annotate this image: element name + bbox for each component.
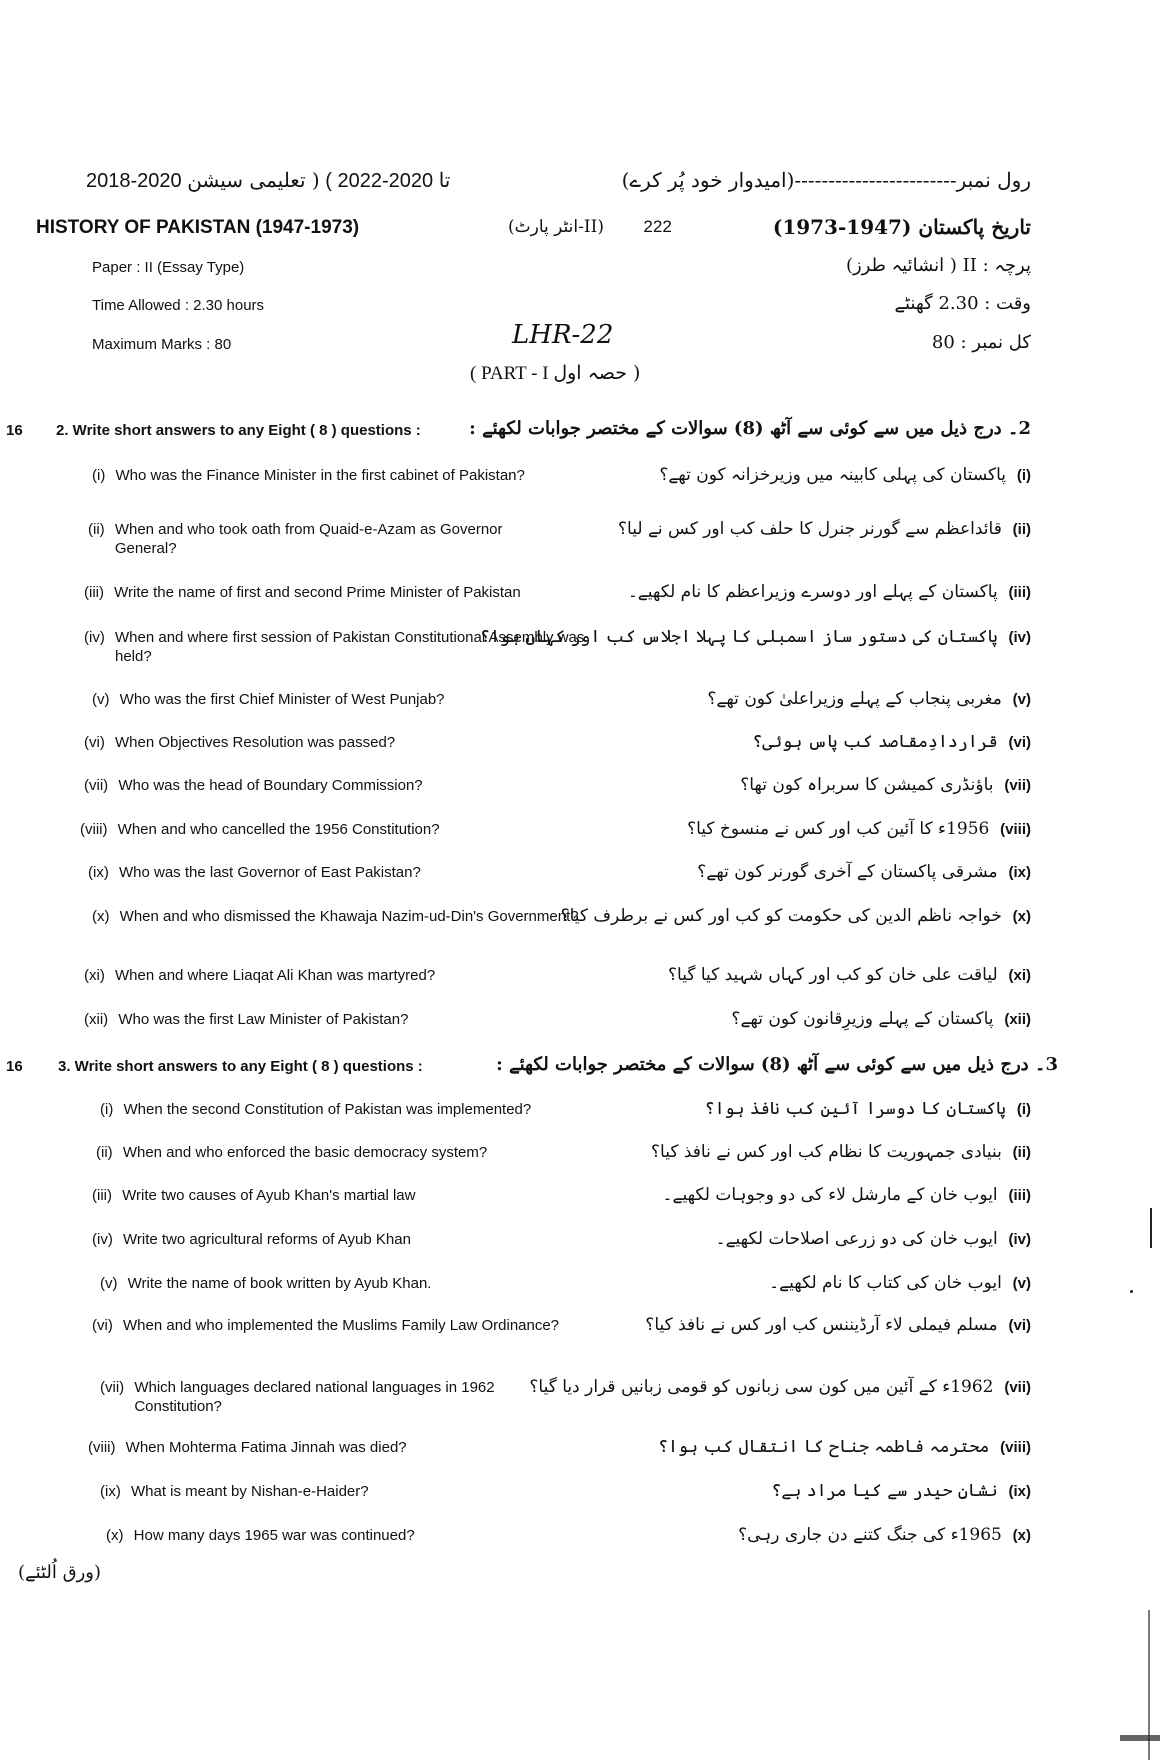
q2-item-x-en: (x) When and who dismissed the Khawaja Nazim-ud-Din's Government? (92, 908, 579, 925)
part-label-ur: حصہ اول ) (553, 362, 641, 384)
part-label (470, 362, 640, 385)
q2-item-iii-ur: (iii) پاکستان کے پہلے اور دوسرے وزیراعظم کا نام لکھیے۔ (627, 582, 1031, 602)
q3-item-x-en: (x) How many days 1965 war was continued? (106, 1527, 415, 1544)
paper-code-block (508, 217, 672, 237)
q3-heading-en: 3. Write short answers to any Eight ( 8 ) questions : (58, 1058, 423, 1075)
candidate-note: (امیدوار خود پُر کرے) (621, 168, 795, 192)
max-marks-en: Maximum Marks : 80 (92, 336, 232, 353)
q3-item-iii-ur: (iii) ایوب خان کے مارشل لاء کی دو وجوہات لکھیے۔ (662, 1185, 1031, 1205)
board-note-handwritten: LHR-22 (512, 320, 614, 350)
inter-part-ur: (انٹر پارٹ-II) (508, 217, 604, 237)
time-allowed-en: Time Allowed : 2.30 hours (92, 297, 265, 314)
scan-artifact-corner (1120, 1735, 1160, 1741)
q2-item-ix-ur: (ix) مشرقی پاکستان کے آخری گورنر کون تھے؟ (697, 862, 1031, 882)
q3-marks: 16 (6, 1058, 23, 1075)
paper-code: 222 (643, 217, 672, 236)
q3-item-i-ur: (i) پاکستان کا دوسرا آئین کب نافذ ہوا؟ (704, 1099, 1031, 1119)
q3-item-v-en: (v) Write the name of book written by Ayub Khan. (100, 1275, 432, 1292)
q2-item-vii-ur: (vii) باؤنڈری کمیشن کا سربراہ کون تھا؟ (740, 775, 1031, 795)
q3-item-iv-ur: (iv) ایوب خان کی دو زرعی اصلاحات لکھیے۔ (715, 1229, 1031, 1249)
q3-item-v-ur: (v) ایوب خان کی کتاب کا نام لکھیے۔ (769, 1273, 1031, 1293)
subject-title-ur: تاریخ پاکستان (1947-1973) (772, 215, 1031, 239)
q2-item-v-en: (v) Who was the first Chief Minister of West Punjab? (92, 691, 445, 708)
subject-title-en: HISTORY OF PAKISTAN (1947-1973) (36, 217, 360, 238)
q3-item-x-ur: (x) 1965ء کی جنگ کتنے دن جاری رہی؟ (738, 1525, 1031, 1545)
q3-item-ix-ur: (ix) نشانِ حیدر سے کیا مراد ہے؟ (771, 1481, 1031, 1501)
q2-item-xii-en: (xii) Who was the first Law Minister of Pakistan? (84, 1011, 409, 1028)
turn-over-note: (ورق اُلٹئے) (18, 1562, 102, 1583)
roll-number-label (622, 168, 1031, 192)
q3-item-viii-en: (viii) When Mohterma Fatima Jinnah was died? (88, 1439, 407, 1456)
q2-item-ii-ur: (ii) قائداعظم سے گورنر جنرل کا حلف کب اور کس نے لیا؟ (618, 519, 1031, 539)
paper-en: Paper : II (Essay Type) (92, 259, 245, 276)
part-label-en: ( PART - I (470, 363, 549, 384)
scan-artifact-mark (1150, 1208, 1152, 1248)
q2-item-vi-ur: (vi) قراردادِمقاصد کب پاس ہوئی؟ (752, 732, 1031, 752)
q3-item-iv-en: (iv) Write two agricultural reforms of Ayub Khan (92, 1231, 411, 1248)
roll-dashes: ------------------------ (794, 168, 957, 192)
q2-heading-ur: 2۔ درج ذیل میں سے کوئی سے آٹھ (8) سوالات کے مختصر جوابات لکھئے : (469, 418, 1031, 439)
paper-ur: پرچہ : II ( انشائیہ طرز) (845, 255, 1031, 276)
q2-item-vii-en: (vii) Who was the head of Boundary Commission? (84, 777, 423, 794)
q3-item-viii-ur: (viii) محترمہ فاطمہ جناح کا انتقال کب ہوا؟ (658, 1437, 1031, 1457)
roll-label: رول نمبر (956, 168, 1031, 192)
q2-item-vi-en: (vi) When Objectives Resolution was passed? (84, 734, 396, 751)
scan-artifact-dot (1130, 1290, 1133, 1293)
q2-heading-en: 2. Write short answers to any Eight ( 8 ) questions : (56, 422, 421, 439)
q2-item-v-ur: (v) مغربی پنجاب کے پہلے وزیراعلیٰ کون تھے؟ (707, 689, 1031, 709)
q2-item-viii-en: (viii) When and who cancelled the 1956 Constitution? (80, 821, 440, 838)
q2-item-xii-ur: (xii) پاکستان کے پہلے وزیرِقانون کون تھے؟ (731, 1009, 1031, 1029)
session-label-ur: ( تعلیمی سیشن (187, 168, 320, 192)
q3-item-vii-en: (vii) Which languages declared national languages in 1962 Constitution? (100, 1379, 495, 1415)
q2-item-xi-ur: (xi) لیاقت علی خان کو کب اور کہاں شہید کیا گیا؟ (668, 965, 1031, 985)
q2-item-i-en: (i) Who was the Finance Minister in the first cabinet of Pakistan? (92, 467, 525, 484)
q2-item-iv-en: (iv) When and where first session of Pakistan Constitutional Assembly was held? (84, 629, 585, 665)
q3-item-ix-en: (ix) What is meant by Nishan-e-Haider? (100, 1483, 369, 1500)
session-years: 2018-2020 تا 2020-2022 ) (86, 170, 451, 192)
q3-item-iii-en: (iii) Write two causes of Ayub Khan's martial law (92, 1187, 416, 1204)
q2-item-ii-en: (ii) When and who took oath from Quaid-e-Azam as Governor General? (88, 521, 503, 557)
q2-item-i-ur: (i) پاکستان کی پہلی کابینہ میں وزیرخزانہ کون تھے؟ (659, 465, 1031, 485)
q2-item-x-ur: (x) خواجہ ناظم الدین کی حکومت کو کب اور کس نے برطرف کیا؟ (560, 906, 1031, 926)
q3-item-vii-ur: (vii) 1962ء کے آئین میں کون سی زبانوں کو قومی زبانیں قرار دیا گیا؟ (529, 1377, 1031, 1397)
q3-item-vi-ur: (vi) مسلم فیملی لاء آرڈیننس کب اور کس نے نافذ کیا؟ (645, 1315, 1031, 1335)
q2-item-iv-ur: (iv) پاکستان کی دستور ساز اسمبلی کا پہلا اجلاس کب اور کہاں ہوا؟ (480, 627, 1031, 647)
q3-item-ii-ur: (ii) بنیادی جمہوریت کا نظام کب اور کس نے نافذ کیا؟ (651, 1142, 1031, 1162)
q2-item-ix-en: (ix) Who was the last Governor of East Pakistan? (88, 864, 421, 881)
q3-item-vi-en: (vi) When and who implemented the Muslims Family Law Ordinance? (92, 1317, 560, 1334)
time-allowed-ur: وقت : 2.30 گھنٹے (894, 293, 1031, 314)
max-marks-ur: کل نمبر : 80 (931, 332, 1031, 353)
q3-heading-ur: 3۔ درج ذیل میں سے کوئی سے آٹھ (8) سوالات کے مختصر جوابات لکھئے : (496, 1054, 1058, 1075)
session-line (86, 168, 450, 193)
q3-item-i-en: (i) When the second Constitution of Pakistan was implemented? (100, 1101, 532, 1118)
q2-item-iii-en: (iii) Write the name of first and second Prime Minister of Pakistan (84, 584, 521, 601)
q2-item-viii-ur: (viii) 1956ء کا آئین کب اور کس نے منسوخ کیا؟ (687, 819, 1031, 839)
q2-item-xi-en: (xi) When and where Liaqat Ali Khan was martyred? (84, 967, 436, 984)
q2-marks: 16 (6, 422, 23, 439)
q3-item-ii-en: (ii) When and who enforced the basic democracy system? (96, 1144, 488, 1161)
